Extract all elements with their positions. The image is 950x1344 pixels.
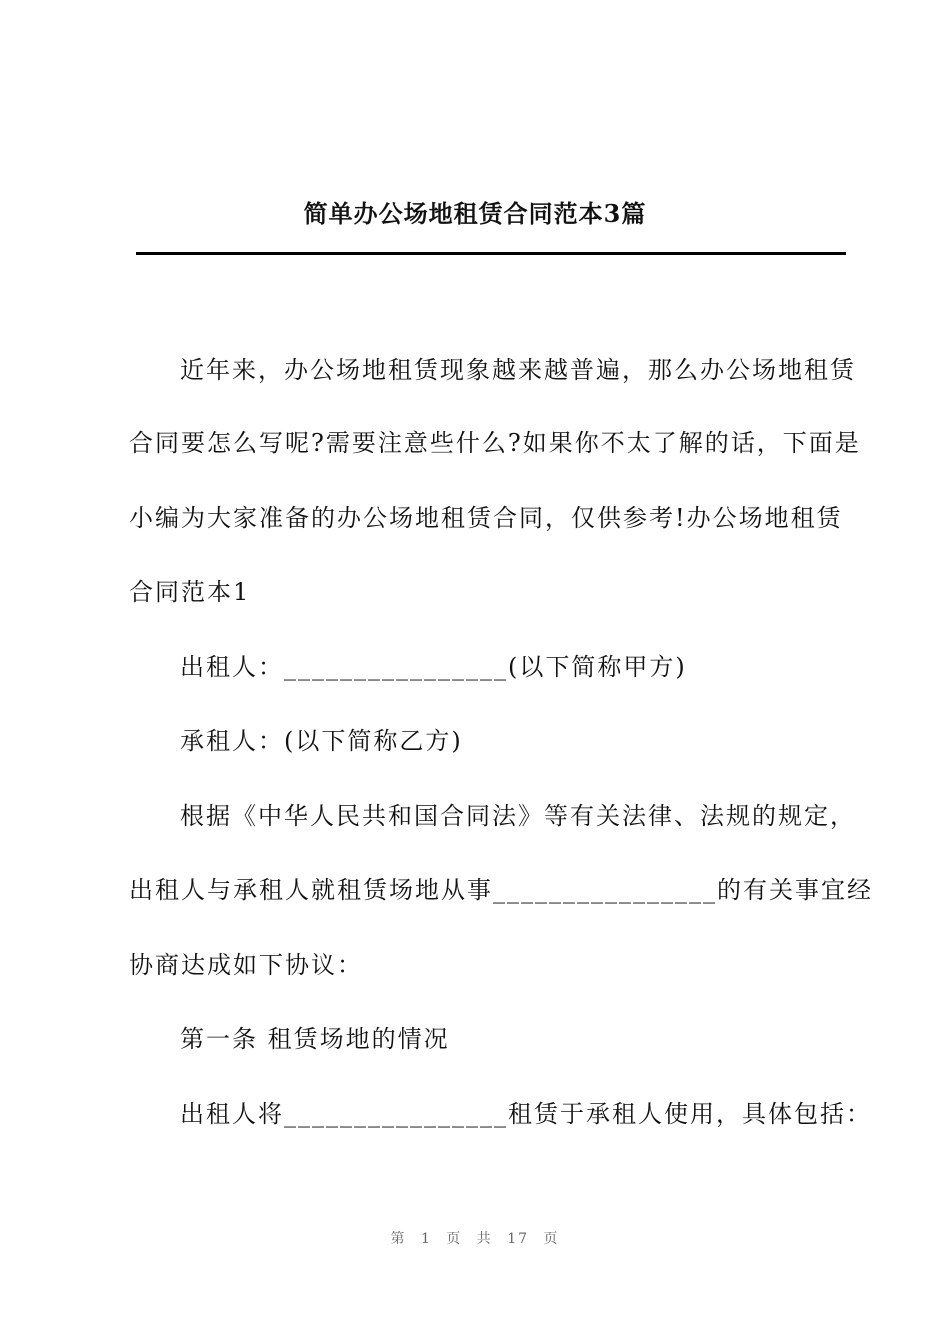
article-heading: 第一条 租赁场地的情况 — [180, 1025, 450, 1053]
document-title: 简单办公场地租赁合同范本3篇 — [303, 199, 647, 228]
paragraph-line: 出租人与承租人就租赁场地从事________________的有关事宜经 — [129, 876, 873, 904]
paragraph-line: 协商达成如下协议： — [129, 951, 363, 979]
lessor-line: 出租人：________________(以下简称甲方) — [180, 653, 687, 681]
paragraph-line: 出租人将________________租赁于承租人使用，具体包括： — [180, 1100, 872, 1128]
lessee-line: 承租人：(以下简称乙方) — [180, 727, 463, 755]
paragraph-line: 近年来，办公场地租赁现象越来越普遍，那么办公场地租赁 — [180, 356, 856, 384]
paragraph-line: 合同要怎么写呢?需要注意些什么?如果你不太了解的话，下面是 — [129, 429, 861, 457]
paragraph-line: 根据《中华人民共和国合同法》等有关法律、法规的规定， — [180, 802, 856, 830]
paragraph-line: 小编为大家准备的办公场地租赁合同，仅供参考!办公场地租赁 — [129, 504, 843, 532]
page-number-footer: 第 1 页 共 17 页 — [390, 1231, 560, 1247]
paragraph-line: 合同范本1 — [129, 578, 251, 606]
title-underline — [136, 252, 846, 255]
